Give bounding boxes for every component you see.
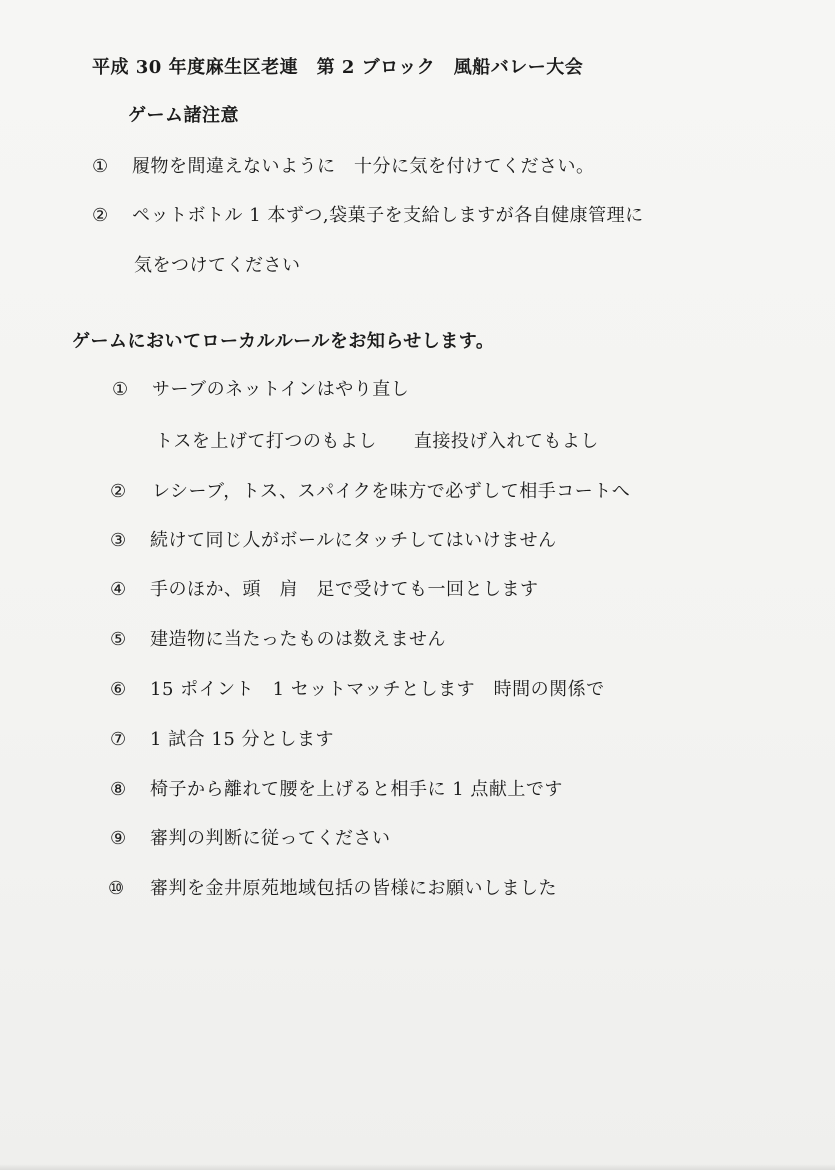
- rule-number: ④: [110, 579, 127, 600]
- local-rules-heading: ゲームにおいてローカルルールをお知らせします。: [72, 331, 495, 352]
- rule-text: 続けて同じ人がボールにタッチしてはいけません: [150, 530, 557, 551]
- rule-text: 1 試合 15 分とします: [150, 729, 335, 750]
- note-text: ペットボトル 1 本ずつ,袋菓子を支給しますが各自健康管理に: [132, 205, 644, 226]
- note-continuation: 気をつけてください: [134, 255, 301, 276]
- rule-number: ①: [112, 379, 129, 400]
- rule-text: サーブのネットインはやり直し: [152, 379, 410, 400]
- rule-text: 椅子から離れて腰を上げると相手に 1 点献上です: [150, 779, 563, 800]
- rule-number: ②: [110, 481, 127, 502]
- rule-number: ⑩: [108, 878, 125, 899]
- rule-number: ⑨: [110, 828, 127, 849]
- rule-text: トスを上げて打つのもよし 直接投げ入れてもよし: [155, 431, 599, 452]
- rule-number: ③: [110, 530, 127, 551]
- rule-text: 15 ポイント 1 セットマッチとします 時間の関係で: [150, 679, 605, 700]
- page-title: 平成 30 年度麻生区老連 第 2 ブロック 風船バレー大会: [92, 57, 584, 78]
- rule-number: ⑧: [110, 779, 127, 800]
- section-subtitle: ゲーム諸注意: [128, 105, 239, 126]
- rule-text: 手のほか、頭 肩 足で受けても一回とします: [150, 579, 539, 600]
- note-number: ①: [92, 156, 109, 177]
- rule-number: ⑤: [110, 629, 127, 650]
- rule-text: 審判を金井原苑地域包括の皆様にお願いしました: [150, 878, 557, 899]
- rule-number: ⑥: [110, 679, 127, 700]
- note-text: 履物を間違えないように 十分に気を付けてください。: [132, 156, 595, 177]
- rule-text: レシーブ，トス、スパイクを味方で必ずして相手コートへ: [152, 481, 631, 502]
- note-number: ②: [92, 205, 109, 226]
- rule-text: 建造物に当たったものは数えません: [150, 629, 446, 650]
- rule-text: 審判の判断に従ってください: [150, 828, 391, 849]
- rule-number: ⑦: [110, 729, 127, 750]
